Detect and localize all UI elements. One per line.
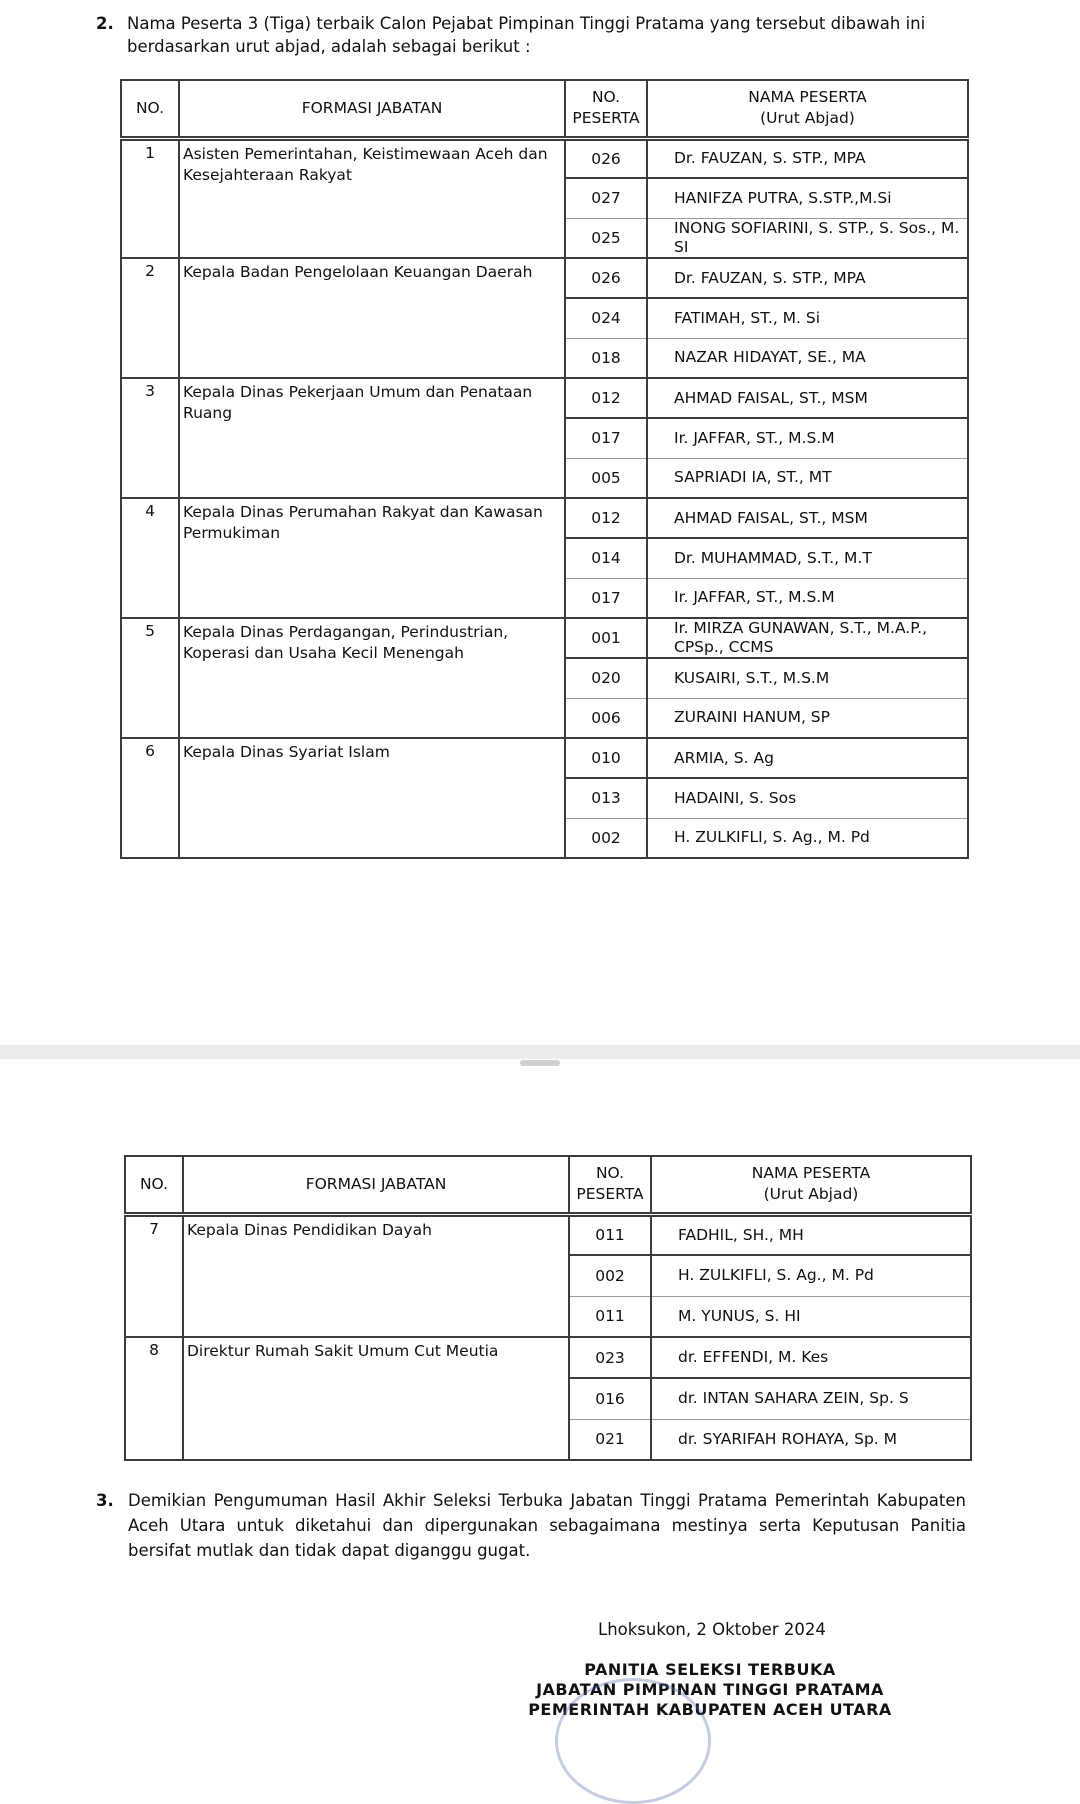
- table1-body: [121, 138, 968, 858]
- nomor-peserta: 021: [569, 1419, 651, 1460]
- nama-peserta: H. ZULKIFLI, S. Ag., M. Pd: [647, 818, 968, 858]
- nomor-peserta: 026: [565, 258, 647, 298]
- nama-peserta: dr. EFFENDI, M. Kes: [651, 1337, 971, 1378]
- header-peserta: NO. PESERTA: [565, 80, 647, 138]
- nama-peserta: AHMAD FAISAL, ST., MSM: [647, 378, 968, 418]
- nama-peserta: AHMAD FAISAL, ST., MSM: [647, 498, 968, 538]
- candidates-table-1: [120, 79, 969, 859]
- nama-peserta: Ir. JAFFAR, ST., M.S.M: [647, 578, 968, 618]
- nomor-peserta: 026: [565, 138, 647, 178]
- formasi-jabatan: Asisten Pemerintahan, Keistimewaan Aceh dan Kesejahteraan Rakyat: [179, 138, 565, 258]
- nomor-peserta: 017: [565, 418, 647, 458]
- nomor-peserta: 006: [565, 698, 647, 738]
- row-number: 1: [121, 138, 179, 258]
- nama-peserta: HANIFZA PUTRA, S.STP.,M.Si: [647, 178, 968, 218]
- nomor-peserta: 001: [565, 618, 647, 658]
- nomor-peserta: 013: [565, 778, 647, 818]
- row-number: 7: [125, 1214, 183, 1337]
- table-row: [121, 258, 968, 298]
- nama-peserta: Ir. MIRZA GUNAWAN, S.T., M.A.P., CPSp., CCMS: [647, 618, 968, 658]
- header-formasi: FORMASI JABATAN: [183, 1156, 569, 1214]
- formasi-jabatan: Kepala Dinas Perdagangan, Perindustrian, Koperasi dan Usaha Kecil Menengah: [179, 618, 565, 738]
- row-number: 2: [121, 258, 179, 378]
- nomor-peserta: 020: [565, 658, 647, 698]
- table-row: [121, 738, 968, 778]
- table-row: [125, 1214, 971, 1255]
- intro-text: Nama Peserta 3 (Tiga) terbaik Calon Pejabat Pimpinan Tinggi Pratama yang tersebut dibawah ini berdasarkan urut abjad, adalah sebagai berikut :: [127, 14, 926, 56]
- formasi-jabatan: Direktur Rumah Sakit Umum Cut Meutia: [183, 1337, 569, 1460]
- table2-body: [125, 1214, 971, 1460]
- intro-number: 2.: [96, 14, 114, 33]
- table-row: [121, 618, 968, 658]
- place-date: Lhoksukon, 2 Oktober 2024: [598, 1620, 826, 1639]
- nomor-peserta: 025: [565, 218, 647, 258]
- signature-block: [500, 1660, 920, 1720]
- nomor-peserta: 010: [565, 738, 647, 778]
- table-row: [121, 138, 968, 178]
- nomor-peserta: 012: [565, 498, 647, 538]
- nama-peserta: M. YUNUS, S. HI: [651, 1296, 971, 1337]
- closing-paragraph: [96, 1488, 966, 1563]
- nomor-peserta: 012: [565, 378, 647, 418]
- nama-peserta: H. ZULKIFLI, S. Ag., M. Pd: [651, 1255, 971, 1296]
- row-number: 5: [121, 618, 179, 738]
- row-number: 6: [121, 738, 179, 858]
- nama-peserta: HADAINI, S. Sos: [647, 778, 968, 818]
- nama-peserta: dr. INTAN SAHARA ZEIN, Sp. S: [651, 1378, 971, 1419]
- formasi-jabatan: Kepala Dinas Perumahan Rakyat dan Kawasan Permukiman: [179, 498, 565, 618]
- official-stamp: [555, 1678, 711, 1804]
- nama-peserta: ZURAINI HANUM, SP: [647, 698, 968, 738]
- formasi-jabatan: Kepala Dinas Pekerjaan Umum dan Penataan Ruang: [179, 378, 565, 498]
- nama-peserta: dr. SYARIFAH ROHAYA, Sp. M: [651, 1419, 971, 1460]
- nama-peserta: FADHIL, SH., MH: [651, 1214, 971, 1255]
- nomor-peserta: 023: [569, 1337, 651, 1378]
- nama-peserta: Dr. FAUZAN, S. STP., MPA: [647, 138, 968, 178]
- header-no: NO.: [121, 80, 179, 138]
- candidates-table-2: [124, 1155, 972, 1461]
- nomor-peserta: 011: [569, 1296, 651, 1337]
- signature-line-1: PANITIA SELEKSI TERBUKA: [584, 1660, 836, 1679]
- nama-peserta: Dr. FAUZAN, S. STP., MPA: [647, 258, 968, 298]
- formasi-jabatan: Kepala Dinas Syariat Islam: [179, 738, 565, 858]
- nama-peserta: Ir. JAFFAR, ST., M.S.M: [647, 418, 968, 458]
- nama-peserta: NAZAR HIDAYAT, SE., MA: [647, 338, 968, 378]
- nama-peserta: ARMIA, S. Ag: [647, 738, 968, 778]
- row-number: 4: [121, 498, 179, 618]
- nama-peserta: SAPRIADI IA, ST., MT: [647, 458, 968, 498]
- nama-peserta: FATIMAH, ST., M. Si: [647, 298, 968, 338]
- header-peserta: NO. PESERTA: [569, 1156, 651, 1214]
- table-row: [121, 378, 968, 418]
- table-row: [121, 498, 968, 538]
- header-no: NO.: [125, 1156, 183, 1214]
- row-number: 8: [125, 1337, 183, 1460]
- nomor-peserta: 018: [565, 338, 647, 378]
- page-break: [0, 1045, 1080, 1059]
- nomor-peserta: 002: [569, 1255, 651, 1296]
- nomor-peserta: 017: [565, 578, 647, 618]
- table-row: [125, 1337, 971, 1378]
- page-break-mark: [520, 1060, 560, 1066]
- nomor-peserta: 002: [565, 818, 647, 858]
- row-number: 3: [121, 378, 179, 498]
- nomor-peserta: 027: [565, 178, 647, 218]
- nama-peserta: Dr. MUHAMMAD, S.T., M.T: [647, 538, 968, 578]
- nomor-peserta: 014: [565, 538, 647, 578]
- signature-line-3: PEMERINTAH KABUPATEN ACEH UTARA: [528, 1700, 892, 1719]
- formasi-jabatan: Kepala Dinas Pendidikan Dayah: [183, 1214, 569, 1337]
- closing-text: Demikian Pengumuman Hasil Akhir Seleksi Terbuka Jabatan Tinggi Pratama Pemerintah Kabupaten Aceh Utara untuk diketahui dan dipergunakan sebagaimana mestinya serta Keputusan Panitia bersifat mutlak dan tidak dapat diganggu gugat.: [128, 1491, 966, 1560]
- closing-number: 3.: [96, 1491, 114, 1510]
- signature-line-2: JABATAN PIMPINAN TINGGI PRATAMA: [536, 1680, 884, 1699]
- header-formasi: FORMASI JABATAN: [179, 80, 565, 138]
- nomor-peserta: 024: [565, 298, 647, 338]
- nomor-peserta: 005: [565, 458, 647, 498]
- nama-peserta: KUSAIRI, S.T., M.S.M: [647, 658, 968, 698]
- nomor-peserta: 011: [569, 1214, 651, 1255]
- nomor-peserta: 016: [569, 1378, 651, 1419]
- formasi-jabatan: Kepala Badan Pengelolaan Keuangan Daerah: [179, 258, 565, 378]
- nama-peserta: INONG SOFIARINI, S. STP., S. Sos., M. SI: [647, 218, 968, 258]
- header-nama: NAMA PESERTA (Urut Abjad): [647, 80, 968, 138]
- intro-paragraph: [96, 12, 976, 58]
- header-nama: NAMA PESERTA (Urut Abjad): [651, 1156, 971, 1214]
